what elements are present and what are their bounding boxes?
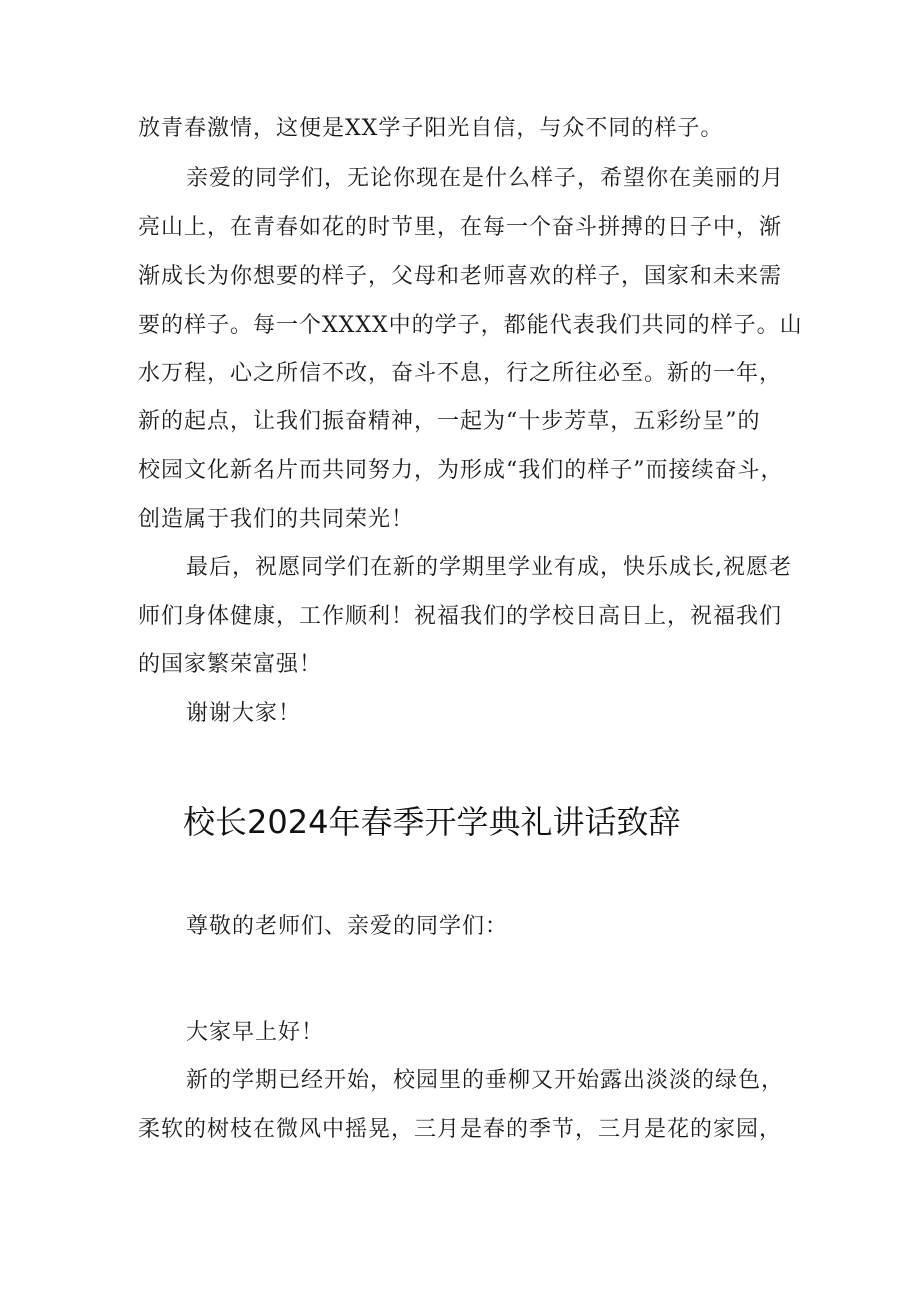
closing-line: 谢谢大家！ xyxy=(186,701,302,726)
paragraph-line: 水万程，心之所信不改，奋斗不息，行之所往必至。新的一年， xyxy=(138,361,783,386)
paragraph-line: 亲爱的同学们，无论你现在是什么样子，希望你在美丽的月 xyxy=(186,166,785,191)
hello-line: 大家早上好！ xyxy=(186,1020,325,1045)
paragraph-line: 柔软的树枝在微风中摇晃，三月是春的季节，三月是花的家园， xyxy=(138,1117,783,1142)
paragraph-line: 新的起点，让我们振奋精神，一起为“十步芳草，五彩纷呈”的 xyxy=(138,409,761,434)
paragraph-line: 最后，祝愿同学们在新的学期里学业有成，快乐成长,祝愿老 xyxy=(186,555,792,580)
paragraph-line: 创造属于我们的共同荣光！ xyxy=(138,507,415,532)
paragraph-line: 渐成长为你想要的样子，父母和老师喜欢的样子，国家和未来需 xyxy=(138,264,783,289)
document-title: 校长2024年春季开学典礼讲话致辞 xyxy=(183,803,681,841)
paragraph-line: 放青春激情，这便是XX学子阳光自信，与众不同的样子。 xyxy=(138,116,724,141)
greeting-line: 尊敬的老师们、亲爱的同学们： xyxy=(186,914,509,939)
paragraph-line: 校园文化新名片而共同努力，为形成“我们的样子”而接续奋斗， xyxy=(138,458,784,483)
paragraph-line: 要的样子。每一个XXXX中的学子，都能代表我们共同的样子。山 xyxy=(138,313,803,338)
paragraph-line: 的国家繁荣富强！ xyxy=(138,652,323,677)
paragraph-line: 新的学期已经开始，校园里的垂柳又开始露出淡淡的绿色， xyxy=(186,1068,785,1093)
paragraph-line: 亮山上，在青春如花的时节里，在每一个奋斗拼搏的日子中，渐 xyxy=(138,215,783,240)
paragraph-line: 师们身体健康，工作顺利！祝福我们的学校日高日上，祝福我们 xyxy=(138,604,783,629)
